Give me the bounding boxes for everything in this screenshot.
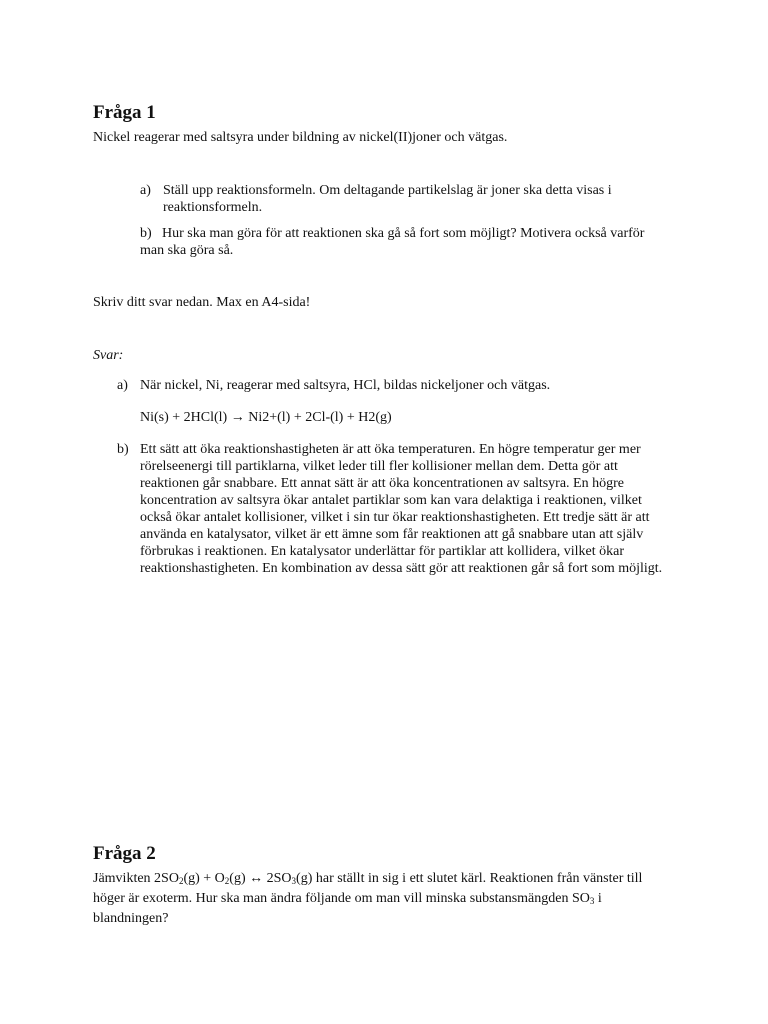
- question-2-title: Fråga 2: [93, 843, 156, 864]
- sub-question-b-text: Hur ska man göra för att reaktionen ska gå så fort som möjligt? Motivera också varför man ska göra så.: [140, 226, 645, 258]
- question-2-text: Jämvikten $2SO_2(g) + O_2(g)$ ↔ $2SO_3(g)$ har ställt in sig i ett slutet kärl. Reaktionen från vänster till höger är exoterm. Hur ska man ändra följande om man vill minska substansmängden $SO_3$ i blandningen?: [93, 871, 643, 926]
- sub-question-a-label: a): [140, 183, 151, 198]
- question-1-title: Fråga 1: [93, 102, 156, 123]
- answer-instruction: Skriv ditt svar nedan. Max en A4-sida!: [93, 295, 311, 310]
- answer-a-text: När nickel, Ni, reagerar med saltsyra, HCl, bildas nickeljoner och vätgas.: [140, 378, 551, 393]
- sub-question-b-label: b): [140, 226, 152, 241]
- answer-a-label: a): [117, 378, 128, 393]
- question-1-intro: Nickel reagerar med saltsyra under bildning av nickel(II)joner och vätgas.: [93, 130, 508, 145]
- answer-b-label: b): [117, 442, 129, 457]
- reaction-equation: Ni(s) + 2HCl(l) → Ni2+(l) + 2Cl-(l) + H2(g): [140, 410, 392, 425]
- answer-b-text: Ett sätt att öka reaktionshastigheten är att öka temperaturen. En högre temperatur ger mer rörelseenergi till partiklarna, vilket leder till fler kollisioner mellan dem. Detta gör att reaktionen går snabbare. Ett annat sätt är att öka koncentrationen av saltsyra. En högre koncentration av saltsyra ökar antalet partiklar som kan vara delaktiga i reaktionen, vilket också ökar antalet kollisioner, vilket i sin tur ökar reaktionshastigheten. Ett tredje sätt är att använda en katalysator, vilket är ett ämne som får reaktionen att gå snabbare utan att själv förbrukas i reaktionen. En katalysator underlättar för partiklar att kollidera, vilket ökar reaktionshastigheten. En kombination av dessa sätt gör att reaktionen går så fort som möjligt.: [140, 442, 663, 576]
- answer-label: Svar:: [93, 348, 124, 363]
- sub-question-a-text: Ställ upp reaktionsformeln. Om deltagande partikelslag är joner ska detta visas i reaktionsformeln.: [163, 183, 612, 215]
